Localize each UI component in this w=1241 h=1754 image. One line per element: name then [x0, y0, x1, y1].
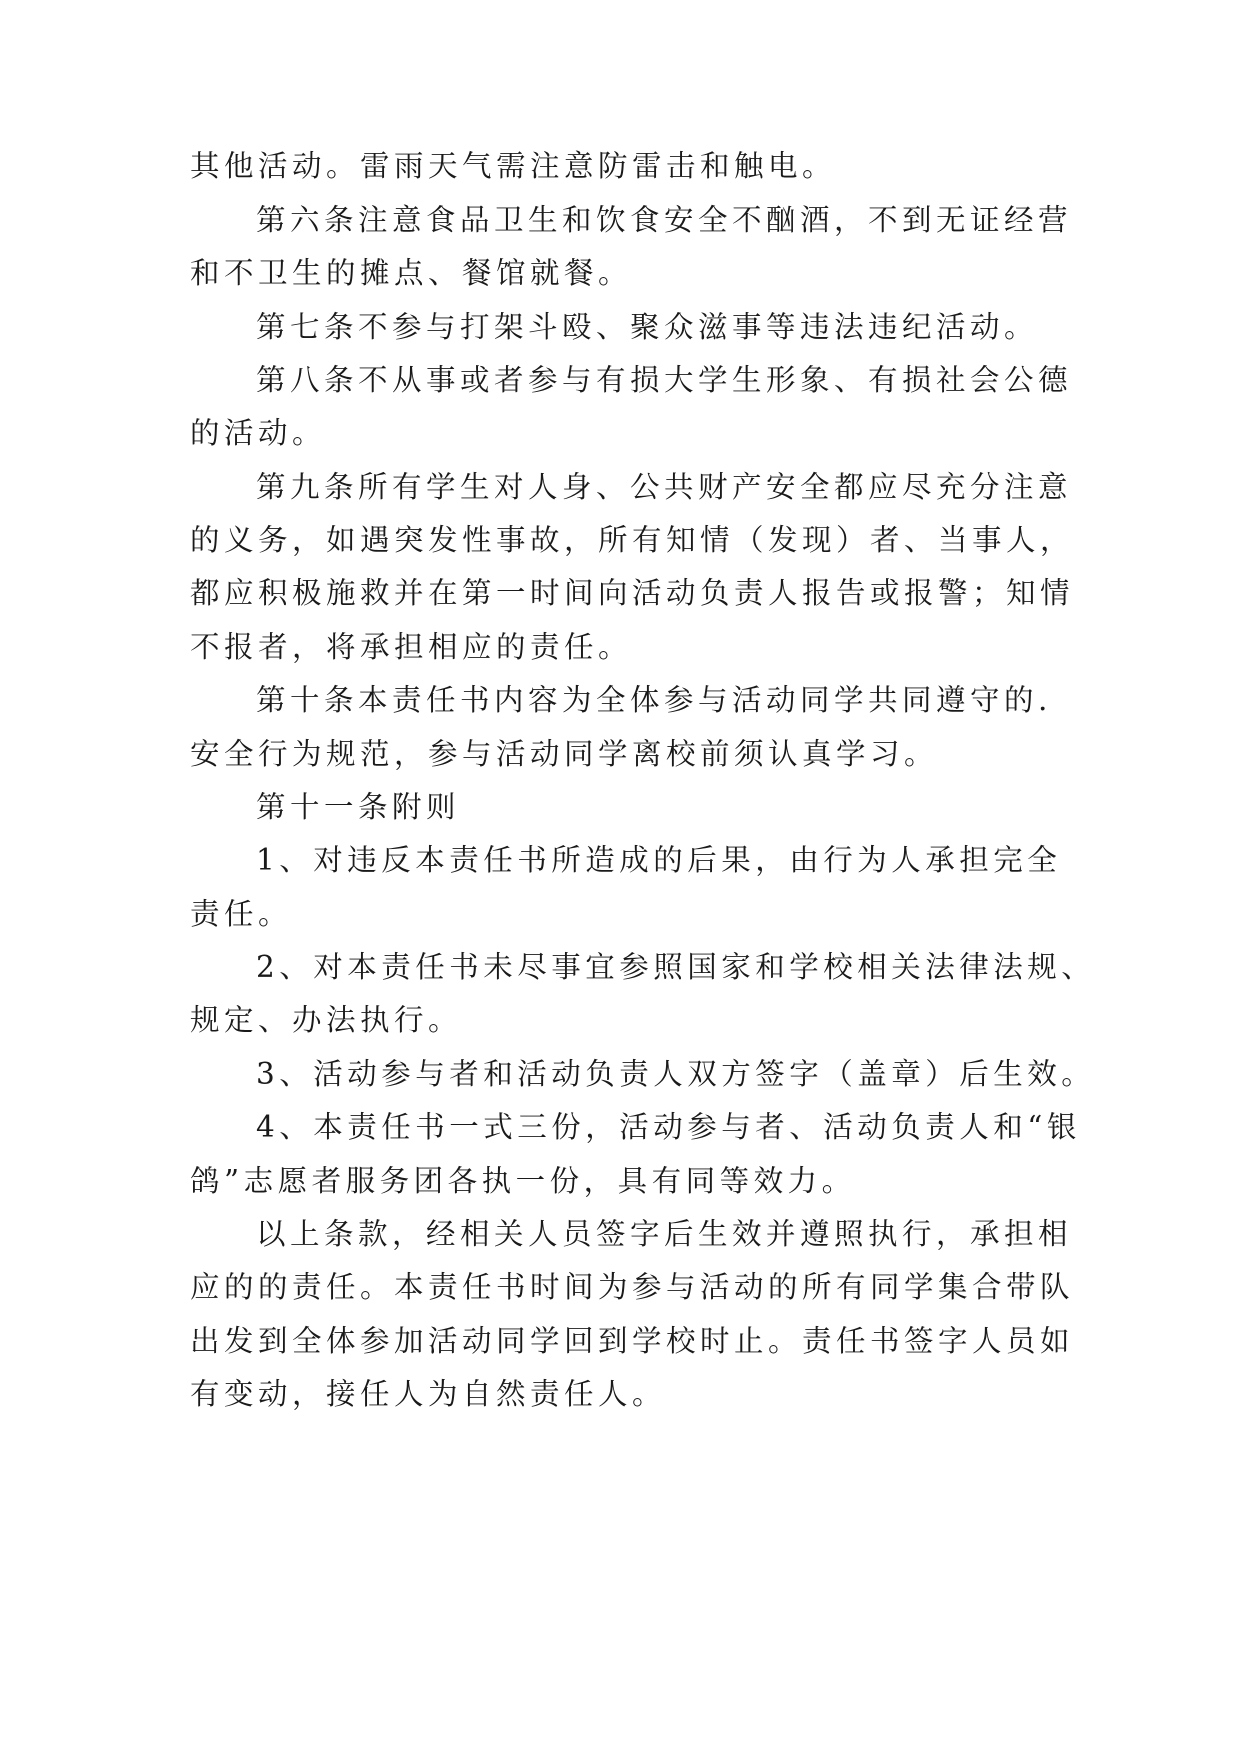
text-line: 其他活动。雷雨天气需注意防雷击和触电。 — [190, 149, 837, 183]
text-line: 规定、办法执行。 — [190, 1003, 463, 1037]
text-line: 和不卫生的摊点、餐馆就餐。 — [190, 256, 633, 290]
text-line: 应的的责任。本责任书时间为参与活动的所有同学集合带队 — [190, 1270, 1075, 1304]
text-line: 安全行为规范，参与活动同学离校前须认真学习。 — [190, 737, 939, 771]
text-line: 第六条注意食品卫生和饮食安全不酗酒，不到无证经营 — [256, 203, 1073, 237]
text-line: 鸽”志愿者服务团各执一份，具有同等效力。 — [190, 1164, 856, 1198]
text-line: 责任。 — [190, 897, 293, 931]
text-line: 以上条款，经相关人员签字后生效并遵照执行，承担相 — [256, 1217, 1073, 1251]
text-line: 的义务，如遇突发性事故，所有知情（发现）者、当事人， — [190, 523, 1075, 557]
text-line: 都应积极施救并在第一时间向活动负责人报告或报警；知情 — [190, 576, 1075, 610]
text-line: 不报者，将承担相应的责任。 — [190, 630, 633, 664]
text-line: 3、活动参与者和活动负责人双方签字（盖章）后生效。 — [256, 1057, 1096, 1091]
text-line: 4、本责任书一式三份，活动参与者、活动负责人和“银 — [256, 1110, 1081, 1144]
text-line: 有变动，接任人为自然责任人。 — [190, 1377, 667, 1411]
text-line: 2、对本责任书未尽事宜参照国家和学校相关法律法规、 — [256, 950, 1096, 984]
text-line: 第八条不从事或者参与有损大学生形象、有损社会公德 — [256, 363, 1073, 397]
text-line: 出发到全体参加活动同学回到学校时止。责任书签字人员如 — [190, 1324, 1075, 1358]
text-line: 第十一条附则 — [256, 790, 461, 824]
text-line: 1、对违反本责任书所造成的后果，由行为人承担完全 — [256, 843, 1062, 877]
text-line: 第七条不参与打架斗殴、聚众滋事等违法违纪活动。 — [256, 310, 1039, 344]
text-line: 第九条所有学生对人身、公共财产安全都应尽充分注意 — [256, 470, 1073, 504]
text-line: 第十条本责任书内容为全体参与活动同学共同遵守的. — [256, 683, 1052, 717]
text-line: 的活动。 — [190, 416, 327, 450]
